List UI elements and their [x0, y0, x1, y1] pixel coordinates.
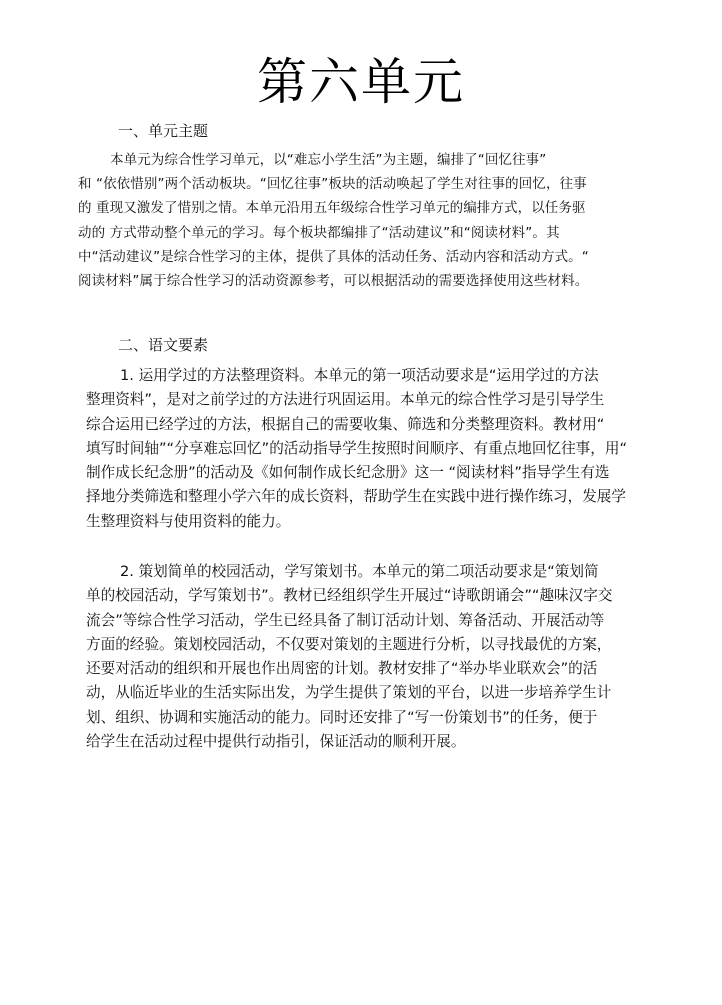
- paragraph-line: 1. 运用学过的方法整理资料。本单元的第一项活动要求是“运用学过的方法: [120, 367, 599, 384]
- paragraph-line: 方面的经验。策划校园活动，不仅要对策划的主题进行分析，以寻找最优的方案，: [86, 635, 612, 653]
- paragraph-line: 动的 方式带动整个单元的学习。每个板块都编排了“活动建议”和“阅读材料”。其: [78, 224, 560, 241]
- paragraph-unit-theme: [78, 148, 589, 293]
- paragraph-line: 填写时间轴”“分享难忘回忆”的活动指导学生按照时间顺序、有重点地回忆往事，用“: [86, 439, 628, 457]
- paragraph-item-1: [86, 364, 627, 534]
- paragraph-line: 动，从临近毕业的生活实际出发，为学生提供了策划的平台，以进一步培养学生计: [86, 684, 612, 702]
- paragraph-line: 综合运用已经学过的方法，根据自己的需要收集、筛选和分类整理资料。教材用“: [86, 415, 605, 433]
- paragraph-line: 2. 策划简单的校园活动，学写策划书。本单元的第二项活动要求是“策划简: [120, 563, 599, 580]
- paragraph-line: 中“活动建议”是综合性学习的主体，提供了具体的活动任务、活动内容和活动方式。“: [78, 248, 589, 265]
- page-title: 第六单元: [257, 53, 465, 111]
- paragraph-line: 制作成长纪念册”的活动及《如何制作成长纪念册》这一 “阅读材料”指导学生有选: [86, 464, 610, 482]
- paragraph-item-2: [86, 560, 612, 754]
- section-heading-language-elements: 二、语文要素: [118, 336, 209, 354]
- paragraph-line: 阅读材料”属于综合性学习的活动资源参考，可以根据活动的需要选择使用这些材料。: [78, 273, 589, 290]
- paragraph-line: 流会”等综合性学习活动，学生已经具备了制订活动计划、筹备活动、开展活动等: [86, 611, 605, 629]
- paragraph-line: 给学生在活动过程中提供行动指引，保证活动的顺利开展。: [86, 733, 466, 751]
- paragraph-line: 和 “依依惜别”两个活动板块。“回忆往事”板块的活动唤起了学生对往事的回忆，往事: [78, 176, 587, 193]
- paragraph-line: 的 重现又激发了惜别之情。本单元沿用五年级综合性学习单元的编排方式，以任务驱: [78, 200, 586, 217]
- paragraph-line: 本单元为综合性学习单元，以“难忘小学生活”为主题，编排了“回忆往事”: [110, 152, 547, 168]
- paragraph-line: 生整理资料与使用资料的能力。: [86, 512, 291, 530]
- paragraph-line: 划、组织、协调和实施活动的能力。同时还安排了“写一份策划书”的任务，便于: [86, 708, 598, 726]
- paragraph-line: 单的校园活动，学写策划书”。教材已经组织学生开展过“诗歌朗诵会”“趣味汉字交: [86, 587, 613, 605]
- paragraph-line: 整理资料”，是对之前学过的方法进行巩固运用。本单元的综合性学习是引导学生: [86, 391, 605, 409]
- paragraph-line: 还要对活动的组织和开展也作出周密的计划。教材安排了“举办毕业联欢会”的活: [86, 660, 598, 678]
- paragraph-line: 择地分类筛选和整理小学六年的成长资料，帮助学生在实践中进行操作练习，发展学: [86, 488, 626, 506]
- section-heading-unit-theme: 一、单元主题: [118, 122, 209, 140]
